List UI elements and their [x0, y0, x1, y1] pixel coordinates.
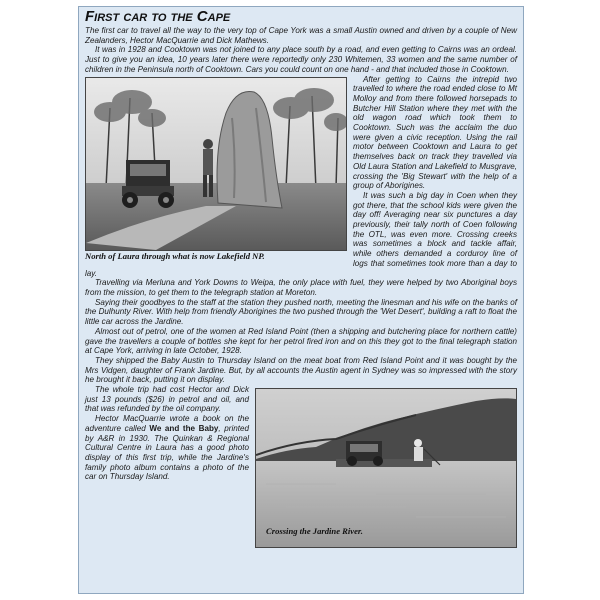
paragraph-9: The whole trip had cost Hector and Dick just 13 pounds ($26) in petrol and oil, and that was refunded by the oil company. — [85, 385, 249, 414]
paragraph-10-before: Hector MacQuarrie wrote a book on the adventure called — [85, 414, 249, 433]
caption-jardine: Crossing the Jardine River. — [266, 526, 363, 537]
caption-lakefield: North of Laura through what is now Lakefield NP. — [85, 250, 265, 261]
figure-jardine — [255, 388, 517, 548]
article-body — [85, 26, 517, 548]
paragraph-6: Saying their goodbyes to the staff at the station they pushed north, meeting the linesman and his wife on the banks of the Dulhunty River. With help from friendly Aborigines the two pushed through the 'Wet Desert', building a raft to float the little car across the Jardine. — [85, 297, 517, 327]
book-title: We and the Baby — [149, 423, 219, 433]
paragraph-7: Almost out of petrol, one of the women at Red Island Point (then a shipping and butchering place for northern cattle) gave the travellers a couple of bottles she kept for her petrol fired iron and on this they got to the final telegraph station at Cape York, arriving in late October, 1928. — [85, 326, 517, 356]
photo-jardine — [255, 388, 517, 548]
paragraph-5: Travelling via Merluna and York Downs to Weipa, the only place with fuel, they were helped by two Aboriginal boys from the mission, to get them to the telegraph station at Moreton. — [85, 278, 517, 297]
article-page — [78, 6, 524, 594]
figure-lakefield — [85, 77, 347, 262]
paragraph-2: It was in 1928 and Cooktown was not joined to any place south by a road, and even getting to Cairns was an ordeal. Just to give you an idea, 10 years later there were reportedly only 230 Whitemen, 33 women and the same number of children in the Peninsula north of Cooktown. Cars you could count on one hand - and that included those in Cooktown. — [85, 45, 517, 74]
photo-lakefield-image — [86, 78, 346, 250]
article-title: First car to the Cape — [85, 8, 231, 25]
paragraph-8: They shipped the Baby Austin to Thursday Island on the meat boat from Red Island Point and it was bought by the Mrs Vidgen, daughter of Frank Jardine. But, by all accounts the Austin agent in Sydney was so impressed with the story he brought it back, putting it on display. — [85, 355, 517, 385]
paragraph-10-after: , printed by A&R in 1930. The Quinkan & Regional Cultural Centre in Laura has a good photo display of this first trip, while the Jardine's family photo album contains a photo of the car on Thursday Island. — [85, 423, 249, 482]
photo-lakefield — [85, 77, 347, 251]
paragraph-3: After getting to Cairns the intrepid two travelled to where the road ended close to Mt Molloy and from there followed horsepads to Butcher Hill Station where they met with the old wagon road which took them to Cooktown. Such was the acclaim the duo were given a civic reception. Using the rail motor between Cooktown and Laura to get themselves back on track they travelled via Old Laura Station and Lakefield to Musgrave, crossing the 'Big Stewart' with the help of a group of Aborigines. — [353, 74, 517, 191]
photo-jardine-image — [256, 389, 516, 547]
paragraph-1: The first car to travel all the way to the very top of Cape York was a small Austin owned and driven by a couple of New Zealanders, Hector MacQuarrie and Dick Mathews. — [85, 26, 517, 45]
paragraph-4: It was such a big day in Coen when they got there, that the school kids were given the day off! Averaging near six punctures a day previously, their tally north of Coen following the OTL, was even more. Crossing creeks was sometimes a block and tackle affair, while others demanded a corduroy line of logs that sometimes took more than a day to lay. — [85, 190, 517, 278]
